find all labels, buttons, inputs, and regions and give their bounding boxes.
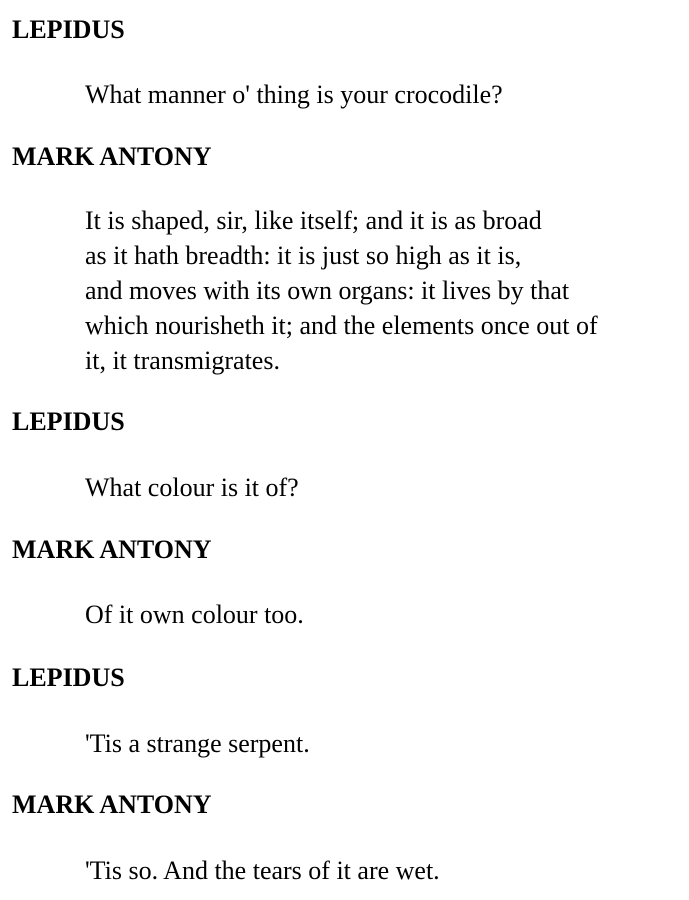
speaker-name: MARK ANTONY	[12, 790, 212, 819]
speech-line: What colour is it of?	[85, 473, 299, 502]
speech-block	[12, 534, 212, 566]
speech-block	[12, 662, 125, 694]
speech-text	[12, 726, 310, 761]
speech-line: 'Tis a strange serpent.	[85, 729, 310, 758]
speech-text	[12, 597, 304, 632]
speech-line: Of it own colour too.	[85, 600, 304, 629]
speech-line: What manner o' thing is your crocodile?	[85, 80, 503, 109]
speaker-name: MARK ANTONY	[12, 535, 212, 564]
speech-text	[12, 853, 440, 888]
speech-line: and moves with its own organs: it lives by that	[85, 276, 570, 305]
speech-text	[12, 77, 503, 112]
speech-line: which nourisheth it; and the elements once out of	[85, 311, 598, 340]
speech-block	[12, 14, 125, 46]
speaker-name: LEPIDUS	[12, 407, 125, 436]
speech-block	[12, 141, 212, 173]
speech-text	[12, 203, 598, 378]
speech-line: as it hath breadth: it is just so high as it is,	[85, 241, 522, 270]
speaker-name: LEPIDUS	[12, 15, 125, 44]
speaker-name: MARK ANTONY	[12, 142, 212, 171]
speech-block	[12, 789, 212, 821]
speech-line: 'Tis so. And the tears of it are wet.	[85, 856, 440, 885]
speaker-name: LEPIDUS	[12, 663, 125, 692]
speech-text	[12, 470, 299, 505]
speech-line: It is shaped, sir, like itself; and it is as broad	[85, 206, 542, 235]
speech-line: it, it transmigrates.	[85, 346, 280, 375]
speech-block	[12, 406, 125, 438]
